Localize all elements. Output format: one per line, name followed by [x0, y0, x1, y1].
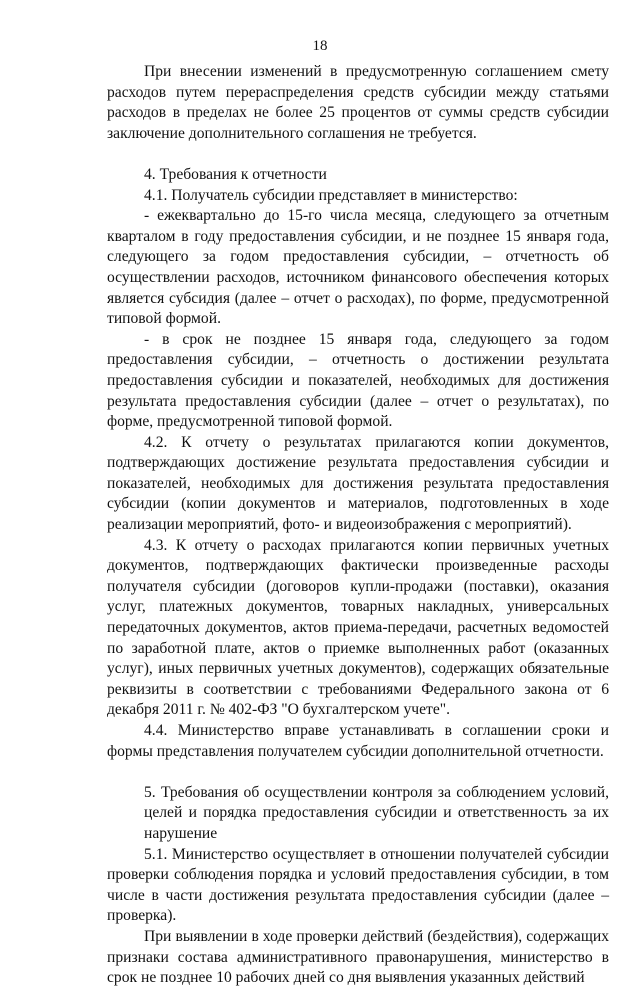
page-number: 18 [312, 38, 328, 54]
paragraph-4-1-annual: - в срок не позднее 15 января года, следующего за годом предоставления субсидии, – отчетность о достижении результата предоставления субсидии и показателей, необходимых для достижения результата предоставления субсидии (далее – отчет о результатах), по форме, предусмотренной типовой формой. [107, 330, 609, 431]
paragraph-5-violations: При выявлении в ходе проверки действий (бездействия), содержащих признаки состава административного правонарушения, министерство в срок не позднее 10 рабочих дней со дня выявления указанных действий [107, 927, 609, 987]
paragraph-budget-redistribution: При внесении изменений в предусмотренную соглашением смету расходов путем перераспределения средств субсидии между статьями расходов в пределах не более 25 процентов от суммы средств субсидии заключение дополнительного соглашения не требуется. [107, 63, 609, 142]
paragraph-4-2: 4.2. К отчету о результатах прилагаются копии документов, подтверждающих достижение результата предоставления субсидии и показателей, необходимых для достижения результата предоставления субсидии (копии документов и материалов, подготовленных в ходе реализации мероприятий, фото- и видеоизображения с мероприятий). [107, 433, 609, 534]
section-heading-reporting-requirements: 4. Требования к отчетности [144, 165, 327, 183]
paragraph-4-4: 4.4. Министерство вправе устанавливать в соглашении сроки и формы представления получателем субсидии дополнительной отчетности. [107, 722, 609, 760]
paragraph-4-3: 4.3. К отчету о расходах прилагаются копии первичных учетных документов, подтверждающих фактически произведенные расходы получателя субсидии (договоров купли-продажи (поставки), оказания услуг, платежных документов, товарных накладных, универсальных передаточных документов, актов приема-передачи, расчетных ведомостей по заработной плате, актов о приемке выполненных работ (оказанных услуг), иных первичных учетных документов), содержащих обязательные реквизиты в соответствии с требованиями Федерального закона от 6 декабря 2011 г. № 402-ФЗ "О бухгалтерском учете". [107, 536, 609, 719]
paragraph-4-1-quarterly: - ежеквартально до 15-го числа месяца, следующего за отчетным кварталом в году предоставления субсидии, и не позднее 15 января года, следующего за годом предоставления субсидии, – отчетность об осуществлении расходов, источником финансового обеспечения которых является субсидия (далее – отчет о расходах), по форме, предусмотренной типовой формой. [107, 207, 609, 328]
paragraph-5-1: 5.1. Министерство осуществляет в отношении получателей субсидии проверки соблюдения порядка и условий предоставления субсидии, в том числе в части достижения результата предоставления субсидии (далее – проверка). [107, 845, 609, 925]
paragraph-4-1: 4.1. Получатель субсидии представляет в министерство: [144, 186, 518, 204]
document-body [107, 62, 609, 989]
section-heading-control-requirements: 5. Требования об осуществлении контроля за соблюдением условий, целей и порядка предоставления субсидии и ответственность за их нарушение [144, 783, 609, 842]
